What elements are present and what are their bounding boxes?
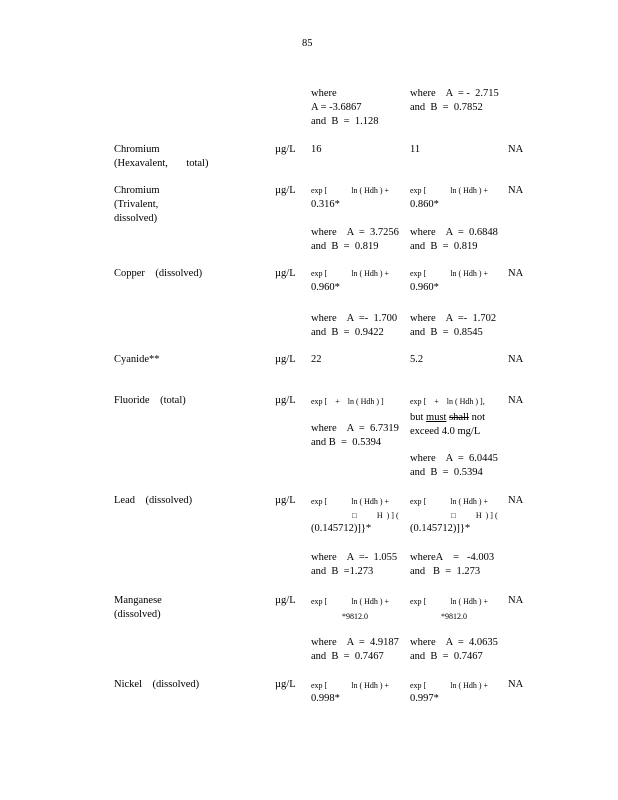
row-manganese-name: Manganese: [114, 595, 162, 606]
row-copper-acute-expr2: 0.960*: [311, 282, 340, 293]
row-manganese-name2: (dissolved): [114, 609, 161, 620]
row-lead-unit: µg/L: [275, 495, 296, 506]
row-fluoride-acute-b: and B = 0.5394: [311, 437, 382, 448]
row-chromium-hex-name: Chromium: [114, 144, 160, 155]
row-copper-acute-b: and B = 0.9422: [311, 327, 384, 338]
row-lead-name: Lead (dissolved): [114, 495, 193, 506]
row-lead-acute-expr2: (0.145712)]}*: [311, 523, 372, 534]
row-manganese-chronic-b: and B = 0.7467: [410, 651, 483, 662]
row-manganese-unit: µg/L: [275, 595, 296, 606]
row-copper-chronic-b: and B = 0.8545: [410, 327, 483, 338]
row-fluoride-name: Fluoride (total): [114, 395, 186, 406]
top-chronic-where: where A = - 2.715: [410, 88, 499, 99]
row-manganese-acute-b: and B = 0.7467: [311, 651, 384, 662]
row-manganese-acute-where: where A = 4.9187: [311, 637, 399, 648]
row-cyanide-chronic: 5.2: [410, 354, 424, 365]
row-lead-chronic-where: whereA = -4.003: [410, 552, 495, 563]
row-manganese-other: NA: [508, 595, 524, 606]
row-copper-unit: µg/L: [275, 268, 296, 279]
row-nickel-acute-expr: exp [ ln ( Hdh ) +: [311, 681, 390, 690]
row-lead-other: NA: [508, 495, 524, 506]
row-chromium-tri-acute-expr: exp [ ln ( Hdh ) +: [311, 186, 390, 195]
page-number: 85: [302, 38, 313, 49]
row-cyanide-unit: µg/L: [275, 354, 296, 365]
must-text: must: [426, 412, 447, 423]
row-lead-acute-expr: exp [ ln ( Hdh ) +: [311, 497, 390, 506]
row-copper-acute-expr: exp [ ln ( Hdh ) +: [311, 269, 390, 278]
row-fluoride-unit: µg/L: [275, 395, 296, 406]
top-chronic-b: and B = 0.7852: [410, 102, 483, 113]
row-nickel-name: Nickel (dissolved): [114, 679, 200, 690]
row-fluoride-chronic-where: where A = 6.0445: [410, 453, 498, 464]
row-manganese-chronic-where: where A = 4.0635: [410, 637, 498, 648]
row-chromium-hex-name2: (Hexavalent, total): [114, 158, 209, 169]
top-acute-b: and B = 1.128: [311, 116, 379, 127]
row-chromium-tri-name: Chromium: [114, 185, 160, 196]
row-chromium-tri-acute-where: where A = 3.7256: [311, 227, 399, 238]
row-lead-chronic-mid: □ H ) ] (: [451, 511, 498, 520]
row-chromium-tri-chronic-expr2: 0.860*: [410, 199, 439, 210]
row-manganese-chronic-expr: exp [ ln ( Hdh ) +: [410, 597, 489, 606]
row-chromium-tri-chronic-expr: exp [ ln ( Hdh ) +: [410, 186, 489, 195]
row-fluoride-chronic-b: and B = 0.5394: [410, 467, 483, 478]
row-chromium-tri-unit: µg/L: [275, 185, 296, 196]
row-chromium-tri-acute-b: and B = 0.819: [311, 241, 379, 252]
row-chromium-tri-name3: dissolved): [114, 213, 158, 224]
row-chromium-tri-other: NA: [508, 185, 524, 196]
row-nickel-chronic-expr2: 0.997*: [410, 693, 439, 704]
row-chromium-hex-other: NA: [508, 144, 524, 155]
row-cyanide-acute: 22: [311, 354, 322, 365]
row-lead-chronic-b: and B = 1.273: [410, 566, 481, 577]
row-cyanide-name: Cyanide**: [114, 354, 160, 365]
row-copper-chronic-expr: exp [ ln ( Hdh ) +: [410, 269, 489, 278]
row-nickel-chronic-expr: exp [ ln ( Hdh ) +: [410, 681, 489, 690]
row-fluoride-acute-where: where A = 6.7319: [311, 423, 399, 434]
row-fluoride-chronic-but-line: [410, 411, 485, 425]
row-fluoride-chronic-exceed: exceed 4.0 mg/L: [410, 426, 481, 437]
row-manganese-chronic-mid: *9812.0: [441, 612, 467, 621]
shall-text: shall: [449, 412, 469, 423]
row-chromium-tri-name2: (Trivalent,: [114, 199, 159, 210]
row-lead-chronic-expr: exp [ ln ( Hdh ) +: [410, 497, 489, 506]
row-nickel-acute-expr2: 0.998*: [311, 693, 340, 704]
row-copper-name: Copper (dissolved): [114, 268, 203, 279]
row-lead-acute-b: and B =1.273: [311, 566, 374, 577]
row-fluoride-chronic-expr: exp [ + ln ( Hdh ) ],: [410, 397, 485, 406]
row-chromium-hex-acute: 16: [311, 144, 322, 155]
row-chromium-tri-chronic-where: where A = 0.6848: [410, 227, 498, 238]
row-chromium-hex-unit: µg/L: [275, 144, 296, 155]
row-chromium-tri-acute-expr2: 0.316*: [311, 199, 340, 210]
row-copper-chronic-expr2: 0.960*: [410, 282, 439, 293]
row-lead-acute-mid: □ H ) ] (: [352, 511, 399, 520]
not-text: not: [471, 412, 485, 423]
row-copper-acute-where: where A =- 1.700: [311, 313, 398, 324]
row-nickel-other: NA: [508, 679, 524, 690]
top-acute-a: A = -3.6867: [311, 102, 362, 113]
row-lead-chronic-expr2: (0.145712)]}*: [410, 523, 471, 534]
but-text: but: [410, 412, 427, 423]
row-chromium-hex-chronic: 11: [410, 144, 421, 155]
row-manganese-acute-expr: exp [ ln ( Hdh ) +: [311, 597, 390, 606]
row-chromium-tri-chronic-b: and B = 0.819: [410, 241, 478, 252]
row-manganese-acute-mid: *9812.0: [342, 612, 368, 621]
row-cyanide-other: NA: [508, 354, 524, 365]
row-nickel-unit: µg/L: [275, 679, 296, 690]
row-fluoride-acute-expr: exp [ + ln ( Hdh ) ]: [311, 397, 384, 406]
row-copper-other: NA: [508, 268, 524, 279]
top-acute-where: where: [311, 88, 337, 99]
row-lead-acute-where: where A =- 1.055: [311, 552, 398, 563]
row-copper-chronic-where: where A =- 1.702: [410, 313, 497, 324]
row-fluoride-other: NA: [508, 395, 524, 406]
